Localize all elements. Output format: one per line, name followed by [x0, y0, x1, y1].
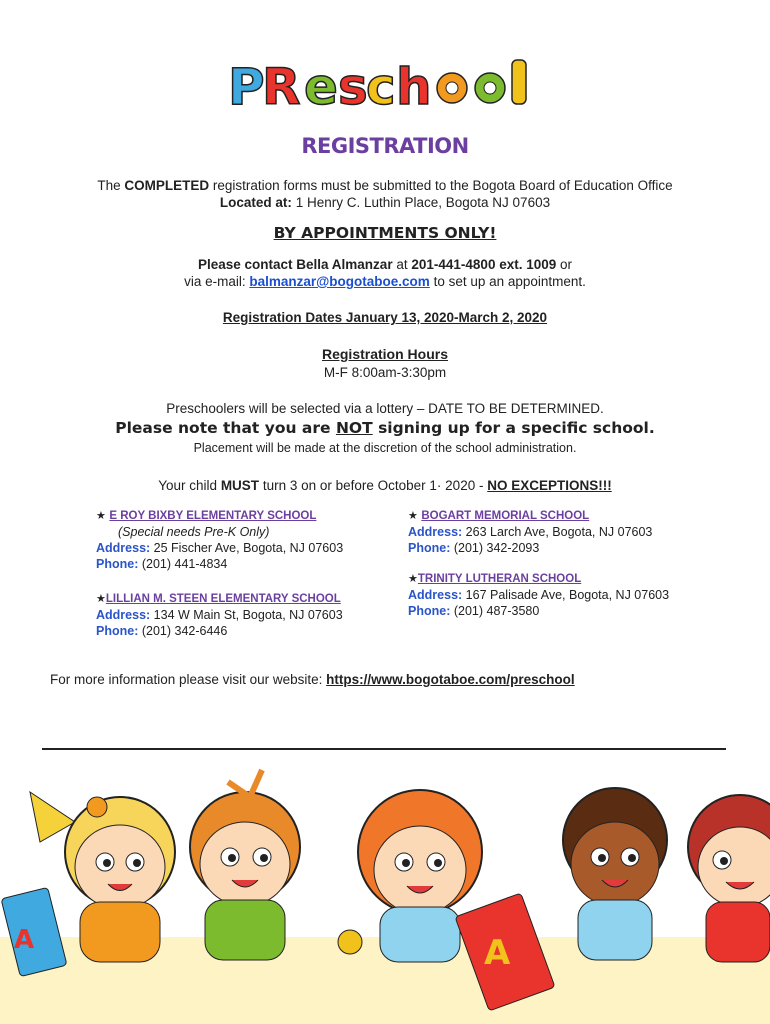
child-girl-pigtails	[688, 795, 770, 962]
page-title: REGISTRATION	[301, 134, 469, 158]
logo-letter-h: h	[396, 58, 432, 116]
logo-letter-l	[512, 60, 526, 104]
email-link[interactable]: balmanzar@bogotaboe.com	[249, 274, 430, 289]
school-name[interactable]: LILLIAN M. STEEN ELEMENTARY SCHOOL	[105, 593, 341, 605]
child-boy	[190, 770, 300, 960]
school-bixby: ★ E ROY BIXBY ELEMENTARY SCHOOL (Special needs Pre-K Only) Address: 25 Fischer Ave, Bogota, NJ 07603 Phone: (201) 441-4834	[96, 510, 344, 571]
school-phone: (201) 342-2093	[453, 541, 540, 555]
divider	[42, 748, 726, 750]
location-line: Located at: 1 Henry C. Luthin Place, Bogota NJ 07603	[219, 195, 551, 210]
note-line: Please note that you are NOT signing up for a specific school.	[115, 419, 655, 437]
children-illustration	[0, 752, 770, 1024]
school-trinity: ★TRINITY LUTHERAN SCHOOL Address: 167 Palisade Ave, Bogota, NJ 07603 Phone: (201) 487-3580	[408, 573, 670, 618]
preschool-logo-art	[220, 48, 550, 120]
star-icon: ★	[408, 510, 418, 522]
logo-letter-r: R	[262, 58, 301, 116]
star-icon: ★	[96, 510, 106, 522]
star-icon: ★	[96, 593, 106, 605]
school-address: 263 Larch Ave, Bogota, NJ 07603	[465, 525, 653, 539]
school-address: 134 W Main St, Bogota, NJ 07603	[153, 608, 343, 622]
intro-line: The COMPLETED registration forms must be submitted to the Bogota Board of Education Office	[97, 178, 673, 193]
school-name[interactable]: E ROY BIXBY ELEMENTARY SCHOOL	[109, 510, 317, 522]
school-note: (Special needs Pre-K Only)	[118, 525, 270, 539]
school-phone: (201) 441-4834	[141, 557, 228, 571]
placement-line: Placement will be made at the discretion of the school administration.	[193, 441, 577, 455]
school-address: 25 Fischer Ave, Bogota, NJ 07603	[153, 541, 344, 555]
footer-line: For more information please visit our website: https://www.bogotaboe.com/preschool	[50, 672, 575, 687]
email-line: via e-mail: balmanzar@bogotaboe.com to set up an appointment.	[184, 274, 586, 289]
school-bogart: ★ BOGART MEMORIAL SCHOOL Address: 263 Larch Ave, Bogota, NJ 07603 Phone: (201) 342-2093	[408, 510, 653, 555]
age-line: Your child MUST turn 3 on or before October 1· 2020 - NO EXCEPTIONS!!!	[158, 478, 612, 493]
school-steen: ★LILLIAN M. STEEN ELEMENTARY SCHOOL Address: 134 W Main St, Bogota, NJ 07603 Phone: (201) 342-6446	[96, 593, 343, 638]
child-curly-boy	[563, 788, 667, 960]
logo-letter-s: s	[338, 58, 368, 116]
logo-letter-e: e	[304, 58, 338, 116]
preschool-logo	[0, 48, 770, 120]
star-icon: ★	[408, 573, 418, 585]
school-phone: (201) 487-3580	[453, 604, 540, 618]
hours-title: Registration Hours	[321, 346, 448, 362]
svg-text:A: A	[484, 933, 511, 973]
contact-line: Please contact Bella Almanzar at 201-441-4800 ext. 1009 or	[197, 257, 573, 272]
appointments-heading: BY APPOINTMENTS ONLY!	[273, 224, 497, 242]
website-link[interactable]: https://www.bogotaboe.com/preschool	[326, 672, 575, 687]
logo-letter-c: c	[366, 58, 396, 116]
lottery-line: Preschoolers will be selected via a lottery – DATE TO BE DETERMINED.	[166, 401, 604, 416]
svg-text:A: A	[14, 925, 35, 955]
school-phone: (201) 342-6446	[141, 624, 228, 638]
registration-dates: Registration Dates January 13, 2020-March 2, 2020	[222, 310, 548, 325]
logo-letter-p: P	[228, 58, 265, 116]
school-address: 167 Palisade Ave, Bogota, NJ 07603	[465, 588, 670, 602]
school-name[interactable]: BOGART MEMORIAL SCHOOL	[421, 510, 590, 522]
hours-value: M-F 8:00am-3:30pm	[323, 365, 447, 380]
school-name[interactable]: TRINITY LUTHERAN SCHOOL	[417, 573, 582, 585]
apple	[338, 930, 362, 954]
